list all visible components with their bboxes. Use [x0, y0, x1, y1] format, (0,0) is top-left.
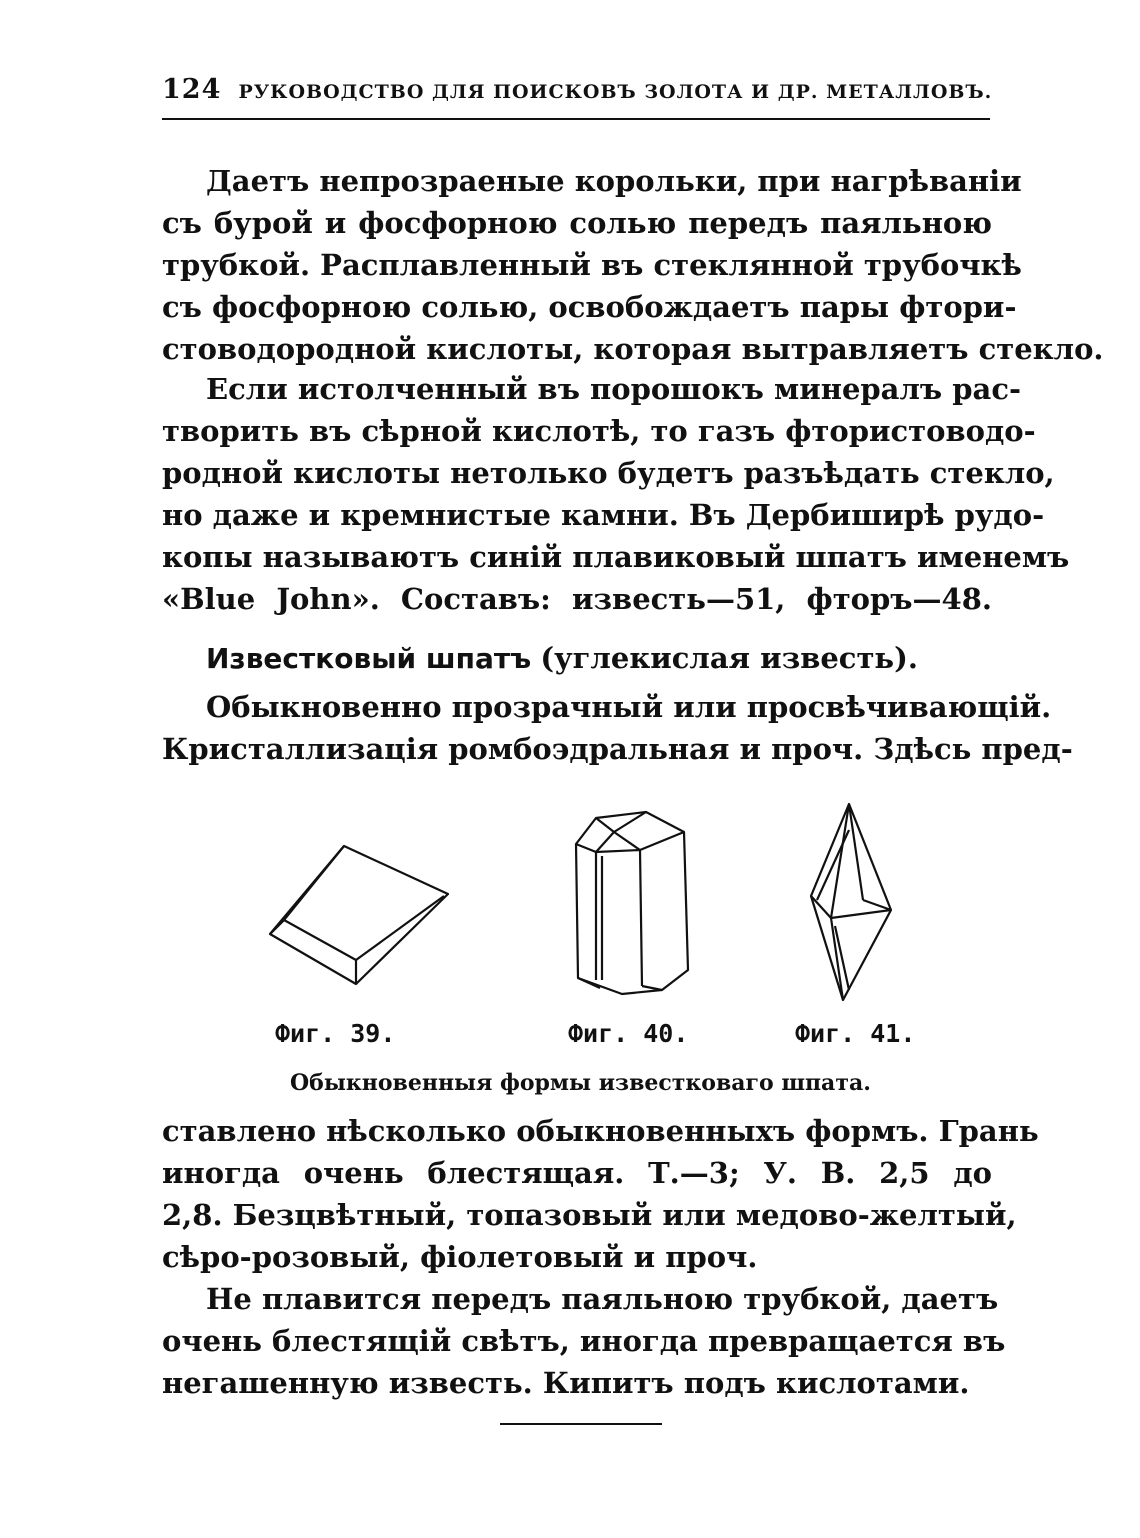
page-number: 124: [162, 74, 222, 105]
text-line: съ бурой и фосфорною солью передъ паяльною: [162, 206, 992, 240]
text-line: Не плавится передъ паяльною трубкой, даетъ: [206, 1282, 999, 1316]
text-line: копы называютъ синій плавиковый шпатъ именемъ: [162, 540, 1070, 574]
text-line: родной кислоты нетолько будетъ разъѣдать стекло,: [162, 456, 1055, 490]
text-line: но даже и кремнистые камни. Въ Дербиширѣ рудо-: [162, 498, 1045, 532]
text-line: Даетъ непрозраеные корольки, при нагрѣваніи: [206, 164, 1022, 198]
scalenohedron-crystal-icon: [805, 800, 899, 1005]
text-line: иногда очень блестящая. Т.—3; У. В. 2,5 до: [162, 1156, 992, 1190]
section-heading-rest: (углекислая известь).: [540, 641, 918, 675]
text-line: 2,8. Безцвѣтный, топазовый или медово-желтый,: [162, 1198, 1017, 1232]
text-line: творить въ сѣрной кислотѣ, то газъ фтористоводо-: [162, 414, 1036, 448]
text-line: очень блестящій свѣтъ, иногда превращается въ: [162, 1324, 1006, 1358]
text-line: Если истолченный въ порошокъ минералъ рас-: [206, 372, 1022, 406]
text-line: Кристаллизація ромбоэдральная и проч. Здѣсь пред-: [162, 732, 1073, 766]
header-rule: [162, 118, 990, 120]
text-line: стоводородной кислоты, которая вытравляетъ стекло.: [162, 332, 1104, 366]
rhombohedron-crystal-icon: [264, 840, 454, 995]
section-heading-term: Известковый шпатъ: [206, 642, 532, 675]
paragraph-5: [162, 1278, 1006, 1404]
paragraph-2: [162, 368, 1070, 620]
running-title: РУКОВОДСТВО ДЛЯ ПОИСКОВЪ ЗОЛОТА И ДР. МЕТАЛЛОВЪ.: [238, 81, 993, 103]
text-line: Обыкновенно прозрачный или просвѣчивающій.: [206, 690, 1052, 724]
prismatic-crystal-icon: [570, 810, 694, 1000]
figure-41-label: Фиг. 41.: [795, 1019, 916, 1048]
section-heading: [206, 636, 918, 680]
footer-rule: [500, 1423, 662, 1425]
paragraph-3: [162, 686, 1073, 770]
paragraph-1: [162, 160, 1104, 370]
figures-caption: Обыкновенныя формы известковаго шпата.: [290, 1070, 871, 1096]
paragraph-4: [162, 1110, 1039, 1278]
figure-39-label: Фиг. 39.: [275, 1019, 396, 1048]
text-line: сѣро-розовый, фіолетовый и проч.: [162, 1240, 758, 1274]
running-header: [162, 74, 993, 120]
figure-40-label: Фиг. 40.: [568, 1019, 689, 1048]
text-line: трубкой. Расплавленный въ стеклянной трубочкѣ: [162, 248, 1022, 282]
text-line: ставлено нѣсколько обыкновенныхъ формъ. Грань: [162, 1114, 1039, 1148]
text-line: съ фосфорною солью, освобождаетъ пары фтори-: [162, 290, 1017, 324]
text-line: негашенную известь. Кипитъ подъ кислотами.: [162, 1366, 970, 1400]
text-line: «Blue John». Составъ: известь—51, фторъ—48.: [162, 582, 992, 616]
